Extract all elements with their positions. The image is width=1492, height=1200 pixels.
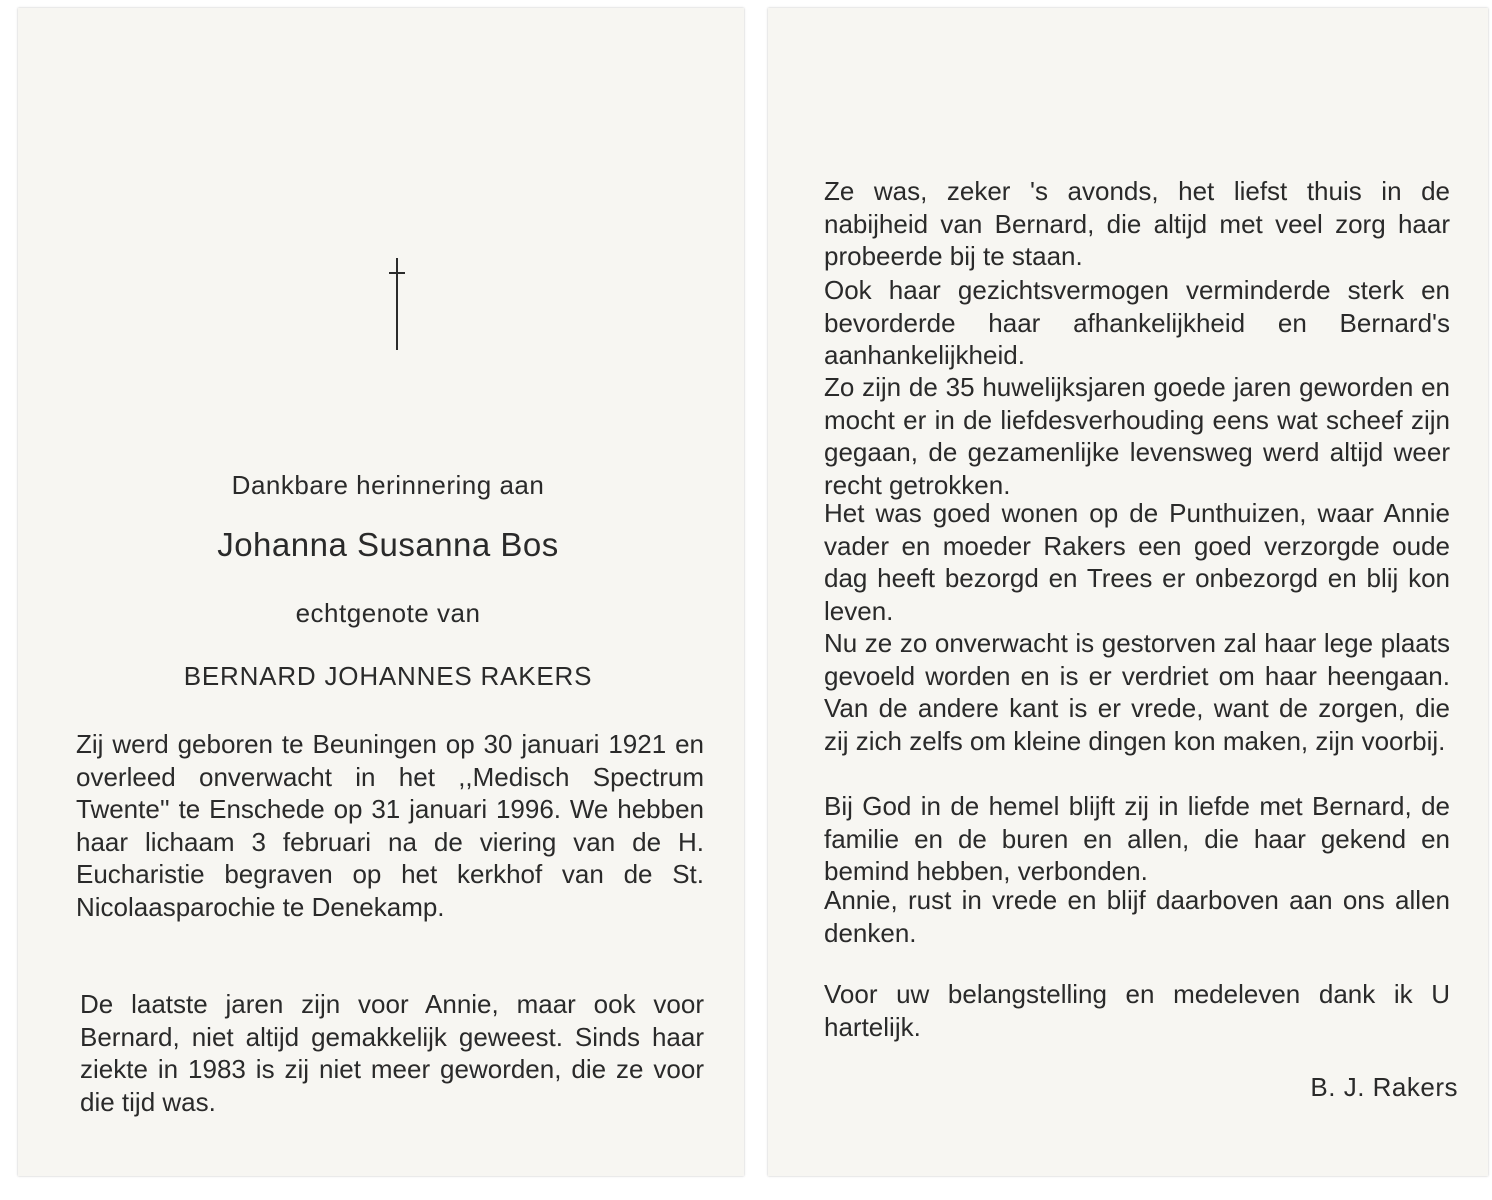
paragraph-heaven: Bij God in de hemel blijft zij in liefde met Bernard, de familie en de buren en allen, die haar gekend en bemind hebben, verbonden. <box>824 791 1450 886</box>
paragraph-rest-in-peace: Annie, rust in vrede en blijf daarboven aan ons allen denken. <box>824 885 1450 948</box>
spouse-name: BERNARD JOHANNES RAKERS <box>183 661 593 691</box>
memorial-card-right-page <box>768 8 1488 1176</box>
spouse-label: echtgenote van <box>295 598 481 628</box>
deceased-name: Johanna Susanna Bos <box>217 526 559 563</box>
paragraph-sorrow: Nu ze zo onverwacht is gestorven zal haar lege plaats gevoeld worden en is er verdriet om haar heengaan. Van de andere kant is er vrede, want de zorgen, die zij zich zelfs om kleine dingen kon maken, zijn voorbij. <box>824 628 1450 756</box>
memorial-card-left-page <box>18 8 744 1176</box>
birth-death-paragraph: Zij werd geboren te Beuningen op 30 januari 1921 en overleed onverwacht in het ,,Medisch Spectrum Twente'' te Enschede op 31 januari 1996. We hebben haar lichaam 3 februari na de viering van de H. Eucharistie begraven op het kerkhof van de St. Nicolaasparochie te Denekamp. <box>76 729 704 922</box>
signature: B. J. Rakers <box>1310 1072 1458 1102</box>
paragraph-thanks: Voor uw belangstelling en medeleven dank ik U hartelijk. <box>824 979 1450 1042</box>
cross-icon <box>389 258 405 350</box>
paragraph-marriage: Zo zijn de 35 huwelijksjaren goede jaren geworden en mocht er in de liefdesverhouding eens wat scheef zijn gegaan, de gezamenlijke levensweg werd altijd weer recht getrokken. <box>824 372 1450 500</box>
paragraph-punthuizen: Het was goed wonen op de Punthuizen, waar Annie vader en moeder Rakers een goed verzorgde oude dag heeft bezorgd en Trees er onbezorgd en blij kon leven. <box>824 498 1450 626</box>
intro-heading: Dankbare herinnering aan <box>231 470 545 500</box>
last-years-paragraph: De laatste jaren zijn voor Annie, maar ook voor Bernard, niet altijd gemakkelijk geweest. Sinds haar ziekte in 1983 is zij niet meer geworden, die ze voor die tijd was. <box>80 989 704 1117</box>
paragraph-evenings: Ze was, zeker 's avonds, het liefst thuis in de nabijheid van Bernard, die altijd met veel zorg haar probeerde bij te staan. <box>824 176 1450 271</box>
paragraph-eyesight: Ook haar gezichtsvermogen verminderde sterk en bevorderde haar afhankelijkheid en Bernard's aanhankelijkheid. <box>824 275 1450 370</box>
